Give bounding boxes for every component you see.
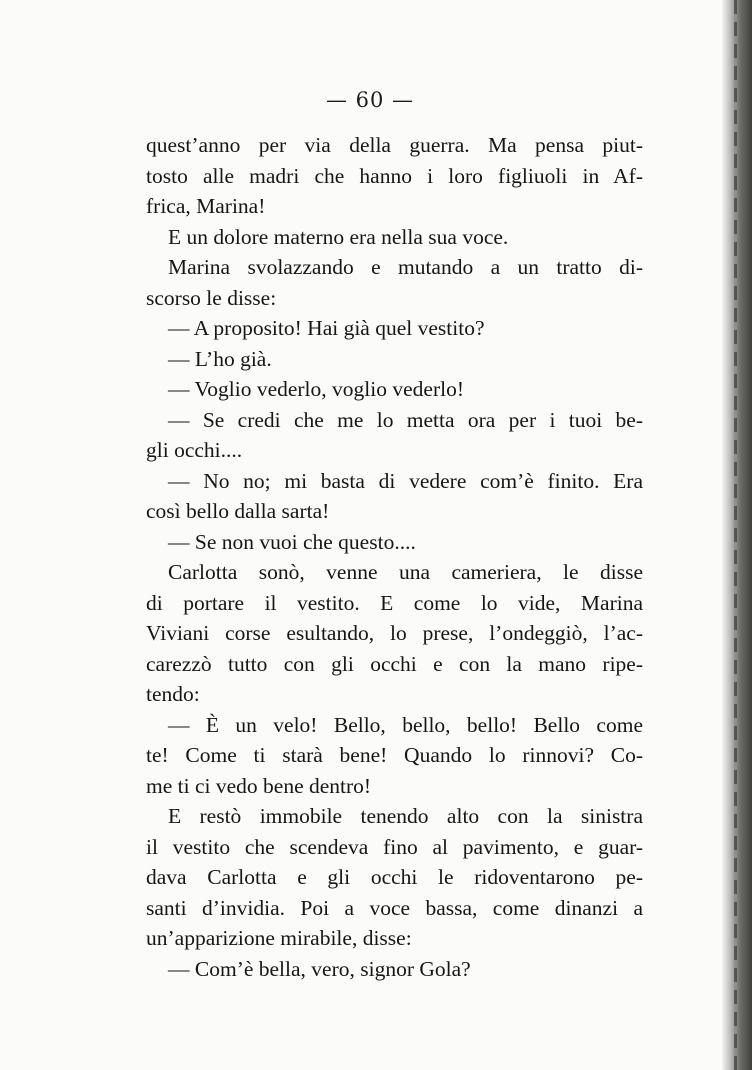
text-line: di portare il vestito. E come lo vide, Marina <box>146 590 643 615</box>
text-line: — No no; mi basta di vedere com’è finito. Era <box>168 468 643 493</box>
text-line: Viviani corse esultando, lo prese, l’ondeggiò, l’ac- <box>146 621 643 645</box>
text-line: un’apparizione mirabile, disse: <box>146 926 412 950</box>
text-line: — Voglio vederlo, voglio vederlo! <box>168 377 464 401</box>
text-line: Marina svolazzando e mutando a un tratto di- <box>168 255 643 279</box>
text-line: scorso le disse: <box>146 285 277 310</box>
text-line: — L’ho già. <box>168 346 272 371</box>
text-line: carezzò tutto con gli occhi e con la mano ripe- <box>146 651 643 676</box>
text-line: frica, Marina! <box>146 194 266 218</box>
text-line: il vestito che scendeva fino al pavimento, e guar- <box>146 834 643 859</box>
text-line: — Se non vuoi che questo.... <box>168 529 416 554</box>
text-line: — Com’è bella, vero, signor Gola? <box>168 956 471 981</box>
text-line: E restò immobile tenendo alto con la sinistra <box>168 804 643 828</box>
text-line: E un dolore materno era nella sua voce. <box>168 224 509 249</box>
text-line: me ti ci vedo bene dentro! <box>146 773 372 798</box>
text-line: così bello dalla sarta! <box>146 499 330 523</box>
page-binding-edge <box>722 0 752 1070</box>
text-line: — È un velo! Bello, bello, bello! Bello come <box>168 712 643 737</box>
text-line: — Se credi che me lo metta ora per i tuoi be- <box>168 407 643 432</box>
page-text-block <box>146 130 643 984</box>
text-line: — A proposito! Hai già quel vestito? <box>168 316 485 340</box>
text-line: tosto alle madri che hanno i loro figliuoli in Af- <box>146 163 643 188</box>
text-line: gli occhi.... <box>146 438 243 462</box>
text-line: te! Come ti starà bene! Quando lo rinnovi? Co- <box>146 743 643 767</box>
text-line: tendo: <box>146 682 200 706</box>
text-line: santi d’invidia. Poi a voce bassa, come dinanzi a <box>146 895 643 920</box>
page-number: — 60 — <box>325 88 415 112</box>
text-line: Carlotta sonò, venne una cameriera, le disse <box>168 560 643 584</box>
text-line: dava Carlotta e gli occhi le ridoventarono pe- <box>146 865 643 889</box>
text-line: quest’anno per via della guerra. Ma pensa piut- <box>146 133 643 157</box>
